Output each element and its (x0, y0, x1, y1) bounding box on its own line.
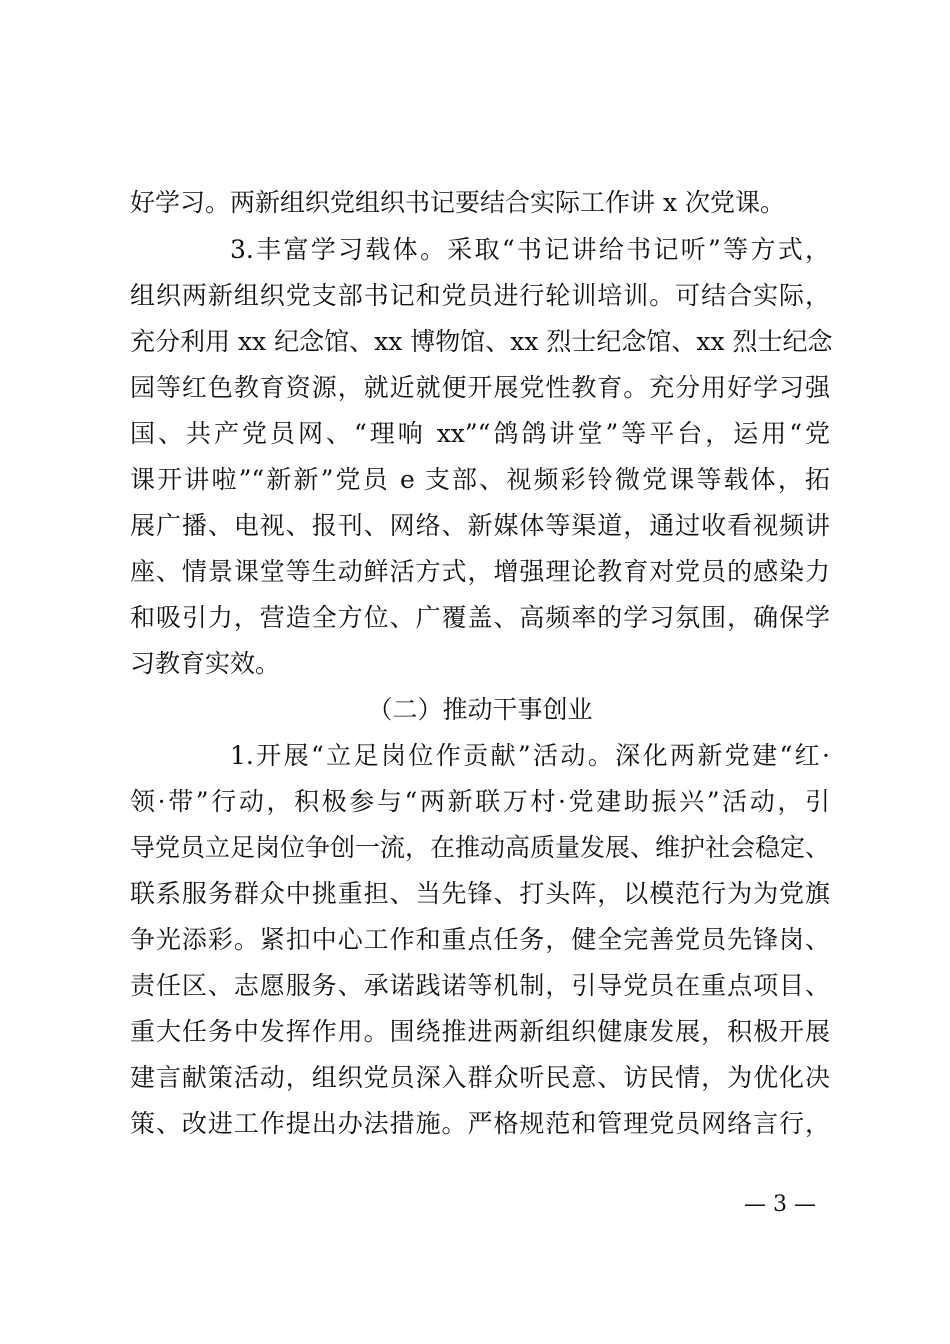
paragraph-line: 组织两新组织党支部书记和党员进行轮训培训。可结合实际， (130, 281, 830, 310)
section-heading: （二）推动干事创业 (367, 695, 593, 724)
paragraph-line: 争光添彩。紧扣中心工作和重点任务，健全完善党员先锋岗、 (130, 925, 830, 954)
paragraph-line: 1.开展“立足岗位作贡献”活动。深化两新党建“红· (230, 741, 830, 770)
page-number: — 3 — (744, 1192, 816, 1217)
paragraph-line: 策、改进工作提出办法措施。严格规范和管理党员网络言行， (130, 1109, 830, 1138)
paragraph-line: 领·带”行动，积极参与“两新联万村·党建助振兴”活动，引 (130, 787, 830, 816)
paragraph-line: 导党员立足岗位争创一流，在推动高质量发展、维护社会稳定、 (130, 833, 831, 862)
paragraph-line: 责任区、志愿服务、承诺践诺等机制，引导党员在重点项目、 (130, 971, 830, 1000)
paragraph-line: 重大任务中发挥作用。围绕推进两新组织健康发展，积极开展 (130, 1017, 830, 1046)
paragraph-line: 习教育实效。 (130, 649, 281, 678)
paragraph-line: 3.丰富学习载体。采取“书记讲给书记听”等方式， (230, 235, 830, 264)
paragraph-line: 园等红色教育资源，就近就便开展党性教育。充分用好学习强 (130, 373, 830, 402)
paragraph-line: 好学习。两新组织党组织书记要结合实际工作讲 x 次党课。 (130, 188, 785, 217)
paragraph-line: 课开讲啦”“新新”党员 e 支部、视频彩铃微党课等载体，拓 (130, 465, 830, 494)
paragraph-line: 座、情景课堂等生动鲜活方式，增强理论教育对党员的感染力 (130, 557, 830, 586)
paragraph-line: 联系服务群众中挑重担、当先锋、打头阵，以模范行为为党旗 (130, 879, 830, 908)
paragraph-line: 充分利用 xx 纪念馆、xx 博物馆、xx 烈士纪念馆、xx 烈士纪念 (130, 327, 833, 356)
paragraph-line: 展广播、电视、报刊、网络、新媒体等渠道，通过收看视频讲 (130, 511, 830, 540)
paragraph-line: 和吸引力，营造全方位、广覆盖、高频率的学习氛围，确保学 (130, 603, 830, 632)
paragraph-line: 建言献策活动，组织党员深入群众听民意、访民情，为优化决 (130, 1063, 830, 1092)
paragraph-line: 国、共产党员网、“理响 xx”“鸽鸽讲堂”等平台，运用“党 (130, 419, 830, 448)
